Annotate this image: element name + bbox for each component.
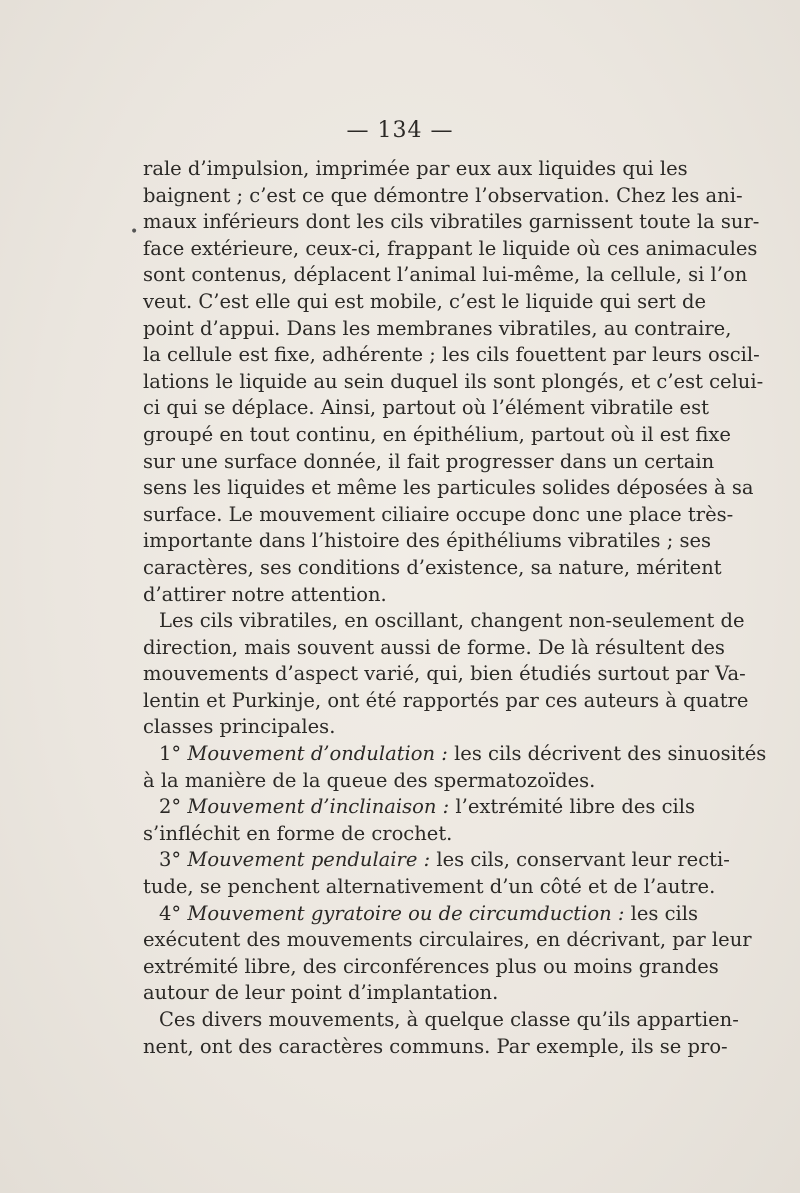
text-line: Ces divers mouvements, à quelque classe qu’ils appartien- [159,1008,739,1031]
item-number: 1° [159,742,182,766]
text-line: sur une surface donnée, il fait progresser dans un certain [143,449,715,473]
page-number: — 134 — [346,118,454,143]
item-text: les cils [630,901,699,925]
item-title: Mouvement d’inclinaison : [187,795,450,819]
text-line: lentin et Purkinje, ont été rapportés par ces auteurs à quatre [143,688,749,712]
text-line: d’attirer notre attention. [143,582,387,606]
text-line: à la manière de la queue des spermatozoïdes. [143,768,596,792]
text-line: sont contenus, déplacent l’animal lui-même, la cellule, si l’on [143,263,748,287]
margin-mark: • [130,224,139,240]
text-line: lations le liquide au sein duquel ils sont plongés, et c’est celui- [143,369,764,393]
text-line: autour de leur point d’implantation. [143,981,499,1005]
text-line: s’infléchit en forme de crochet. [143,821,453,845]
body-text [143,156,767,1060]
item-number: 4° [159,901,182,925]
text-line [143,901,699,928]
text-line: point d’appui. Dans les membranes vibratiles, au contraire, [143,316,732,340]
item-number: 2° [159,795,182,819]
item-title: Mouvement gyratoire ou de circumduction : [187,901,625,925]
text-line: direction, mais souvent aussi de forme. De là résultent des [143,635,725,659]
text-line: importante dans l’histoire des épithéliums vibratiles ; ses [143,529,712,553]
item-text: l’extrémité libre des cils [455,795,696,819]
item-text: les cils, conservant leur recti- [436,848,730,872]
text-line: tude, se penchent alternativement d’un côté et de l’autre. [143,875,716,899]
text-line: la cellule est fixe, adhérente ; les cils fouettent par leurs oscil- [143,343,760,367]
text-line: extrémité libre, des circonférences plus ou moins grandes [143,954,719,978]
item-number: 3° [159,848,182,872]
text-line: exécutent des mouvements circulaires, en décrivant, par leur [143,928,752,952]
text-line [143,847,730,874]
text-line: surface. Le mouvement ciliaire occupe donc une place très- [143,502,734,526]
text-line: maux inférieurs dont les cils vibratiles garnissent toute la sur- [143,210,760,234]
text-line: Les cils vibratiles, en oscillant, changent non-seulement de [159,609,745,633]
text-line [143,794,696,821]
text-line: face extérieure, ceux-ci, frappant le liquide où ces animacules [143,236,758,260]
text-line: sens les liquides et même les particules solides déposées à sa [143,476,754,500]
text-line: veut. C’est elle qui est mobile, c’est le liquide qui sert de [143,289,707,313]
text-line: caractères, ses conditions d’existence, sa nature, méritent [143,555,722,579]
text-line: classes principales. [143,715,336,739]
text-line: rale d’impulsion, imprimée par eux aux liquides qui les [143,157,688,180]
text-line: ci qui se déplace. Ainsi, partout où l’élément vibratile est [143,396,709,420]
text-line: nent, ont des caractères communs. Par exemple, ils se pro- [143,1034,728,1058]
item-title: Mouvement d’ondulation : [187,742,448,766]
text-line [143,741,767,768]
item-text: les cils décrivent des sinuosités [454,742,767,766]
item-title: Mouvement pendulaire : [187,848,431,872]
text-line: groupé en tout continu, en épithélium, partout où il est fixe [143,422,731,446]
text-line: mouvements d’aspect varié, qui, bien étudiés surtout par Va- [143,662,746,686]
text-line: baignent ; c’est ce que démontre l’observation. Chez les ani- [143,183,743,207]
